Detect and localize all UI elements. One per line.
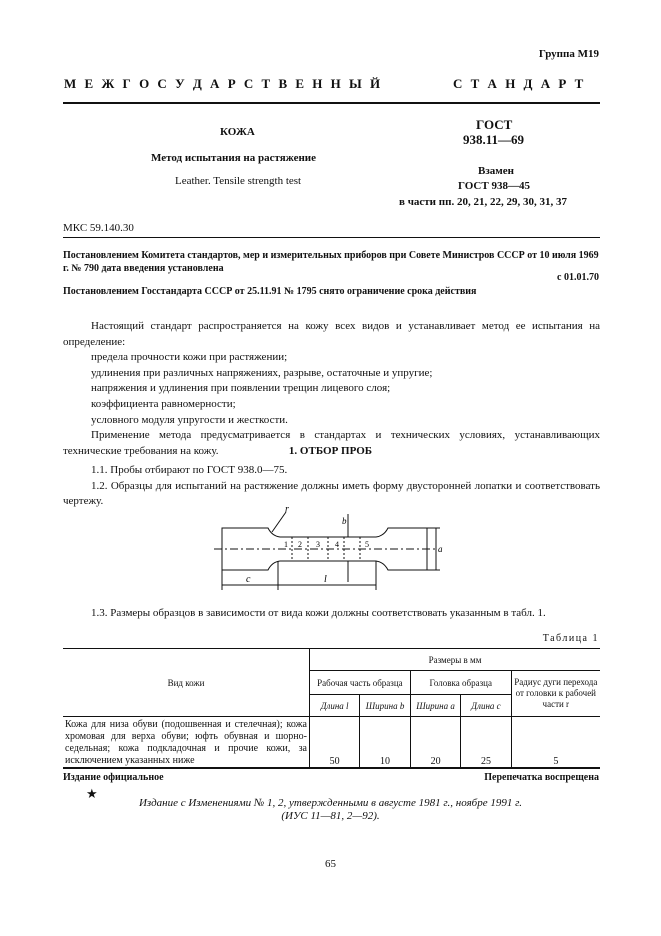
mks-code: МКС 59.140.30 [63, 222, 134, 234]
decree-line1: Постановлением Комитета стандартов, мер и измерительных приборов при Совете Министров СССР от 10 июля 1969 г. № 790 дата введения установлена [63, 250, 599, 274]
cell-c: 25 [461, 717, 511, 768]
dimensions-table [63, 648, 600, 768]
mark-4: 4 [335, 540, 339, 549]
table-caption: Таблица 1 [542, 633, 599, 644]
row-kind: Кожа для низа обуви (подошвенная и стелечная); кожа хромовая для верха обуви; юфть обувная и шорно-седельная; кожа подкладочная и прочие кожи, за исключением указанных ниже [63, 717, 310, 768]
col-wid-b: Ширина b [360, 695, 411, 717]
mark-2: 2 [298, 540, 302, 549]
doc-title: КОЖА [220, 126, 255, 138]
intro-item: напряжения и удлинения при появлении трещин лицевого слоя; [91, 382, 391, 395]
table-row [63, 717, 600, 768]
col-len-l: Длина l [310, 695, 360, 717]
section-heading: 1. ОТБОР ПРОБ [288, 445, 373, 457]
mks-rule [63, 237, 600, 238]
group-label: Группа М19 [538, 48, 599, 60]
official-edition: Издание официальное [63, 772, 164, 783]
reprint-notice: Перепечатка воспрещена [484, 772, 599, 783]
intro-paragraph: Настоящий стандарт распространяется на кожу всех видов и устанавливает метод ее испытания на определение: [63, 320, 600, 348]
banner-right: С Т А Н Д А Р Т [453, 76, 584, 91]
label-a: a [438, 544, 443, 554]
label-l: l [324, 574, 327, 585]
col-kind: Вид кожи [63, 649, 310, 717]
col-sizes: Размеры в мм [310, 649, 601, 671]
decree-date: с 01.01.70 [557, 272, 599, 283]
ius-note: (ИУС 11—81, 2—92). [281, 810, 380, 822]
col-len-c: Длина c [461, 695, 511, 717]
banner-left: М Е Ж Г О С У Д А Р С Т В Е Н Н Ы Й [64, 76, 381, 91]
specimen-drawing [200, 500, 450, 600]
clause-1-3: 1.3. Размеры образцов в зависимости от вида кожи должны соответствовать указанным в табл. 1. [91, 607, 546, 619]
intro-block [63, 319, 600, 459]
gost-label: ГОСТ [476, 117, 513, 132]
col-radius: Радиус дуги перехода от головки к рабочей части r [511, 671, 600, 717]
cell-a: 20 [410, 717, 461, 768]
cell-l: 50 [310, 717, 360, 768]
label-r: r [285, 504, 289, 515]
intro-paragraph: Применение метода предусматривается в стандартах и технических условиях, устанавливающих технические требования на кожу. [63, 429, 600, 457]
label-c: c [246, 574, 251, 585]
gost-number: 938.11—69 [463, 132, 525, 147]
header-rule [63, 102, 600, 104]
intro-item: коэффициента равномерности; [91, 397, 236, 410]
replace-label: Взамен [478, 165, 514, 177]
edition-note: Издание с Изменениями № 1, 2, утвержденными в августе 1981 г., ноябре 1991 г. [138, 797, 522, 809]
intro-item: предела прочности кожи при растяжении; [91, 351, 288, 364]
doc-english-title: Leather. Tensile strength test [175, 175, 302, 187]
col-wid-a: Ширина a [410, 695, 461, 717]
star-icon: ★ [86, 786, 98, 801]
replace-gost: ГОСТ 938—45 [458, 180, 530, 192]
clause-1-1: 1.1. Пробы отбирают по ГОСТ 938.0—75. [91, 464, 288, 476]
decree-line2: Постановлением Госстандарта СССР от 25.11.91 № 1795 снято ограничение срока действия [63, 286, 477, 297]
mark-1: 1 [284, 540, 288, 549]
intro-item: удлинения при различных напряжениях, разрыве, остаточные и упругие; [91, 366, 433, 379]
mark-5: 5 [365, 540, 369, 549]
cell-b: 10 [360, 717, 411, 768]
footer-rule [63, 768, 600, 769]
label-b: b [342, 516, 347, 526]
replace-parts: в части пп. 20, 21, 22, 29, 30, 31, 37 [399, 196, 567, 208]
clause-1-2: 1.2. Образцы для испытаний на растяжение должны иметь форму двусторонней лопатки и соответствовать чертежу. [63, 479, 600, 508]
col-work: Рабочая часть образца [310, 671, 411, 695]
mark-3: 3 [316, 540, 320, 549]
page-number: 65 [325, 858, 336, 870]
cell-r: 5 [511, 717, 600, 768]
col-head: Головка образца [410, 671, 511, 695]
doc-subtitle: Метод испытания на растяжение [151, 152, 317, 164]
intro-item: условного модуля упругости и жесткости. [91, 413, 288, 426]
